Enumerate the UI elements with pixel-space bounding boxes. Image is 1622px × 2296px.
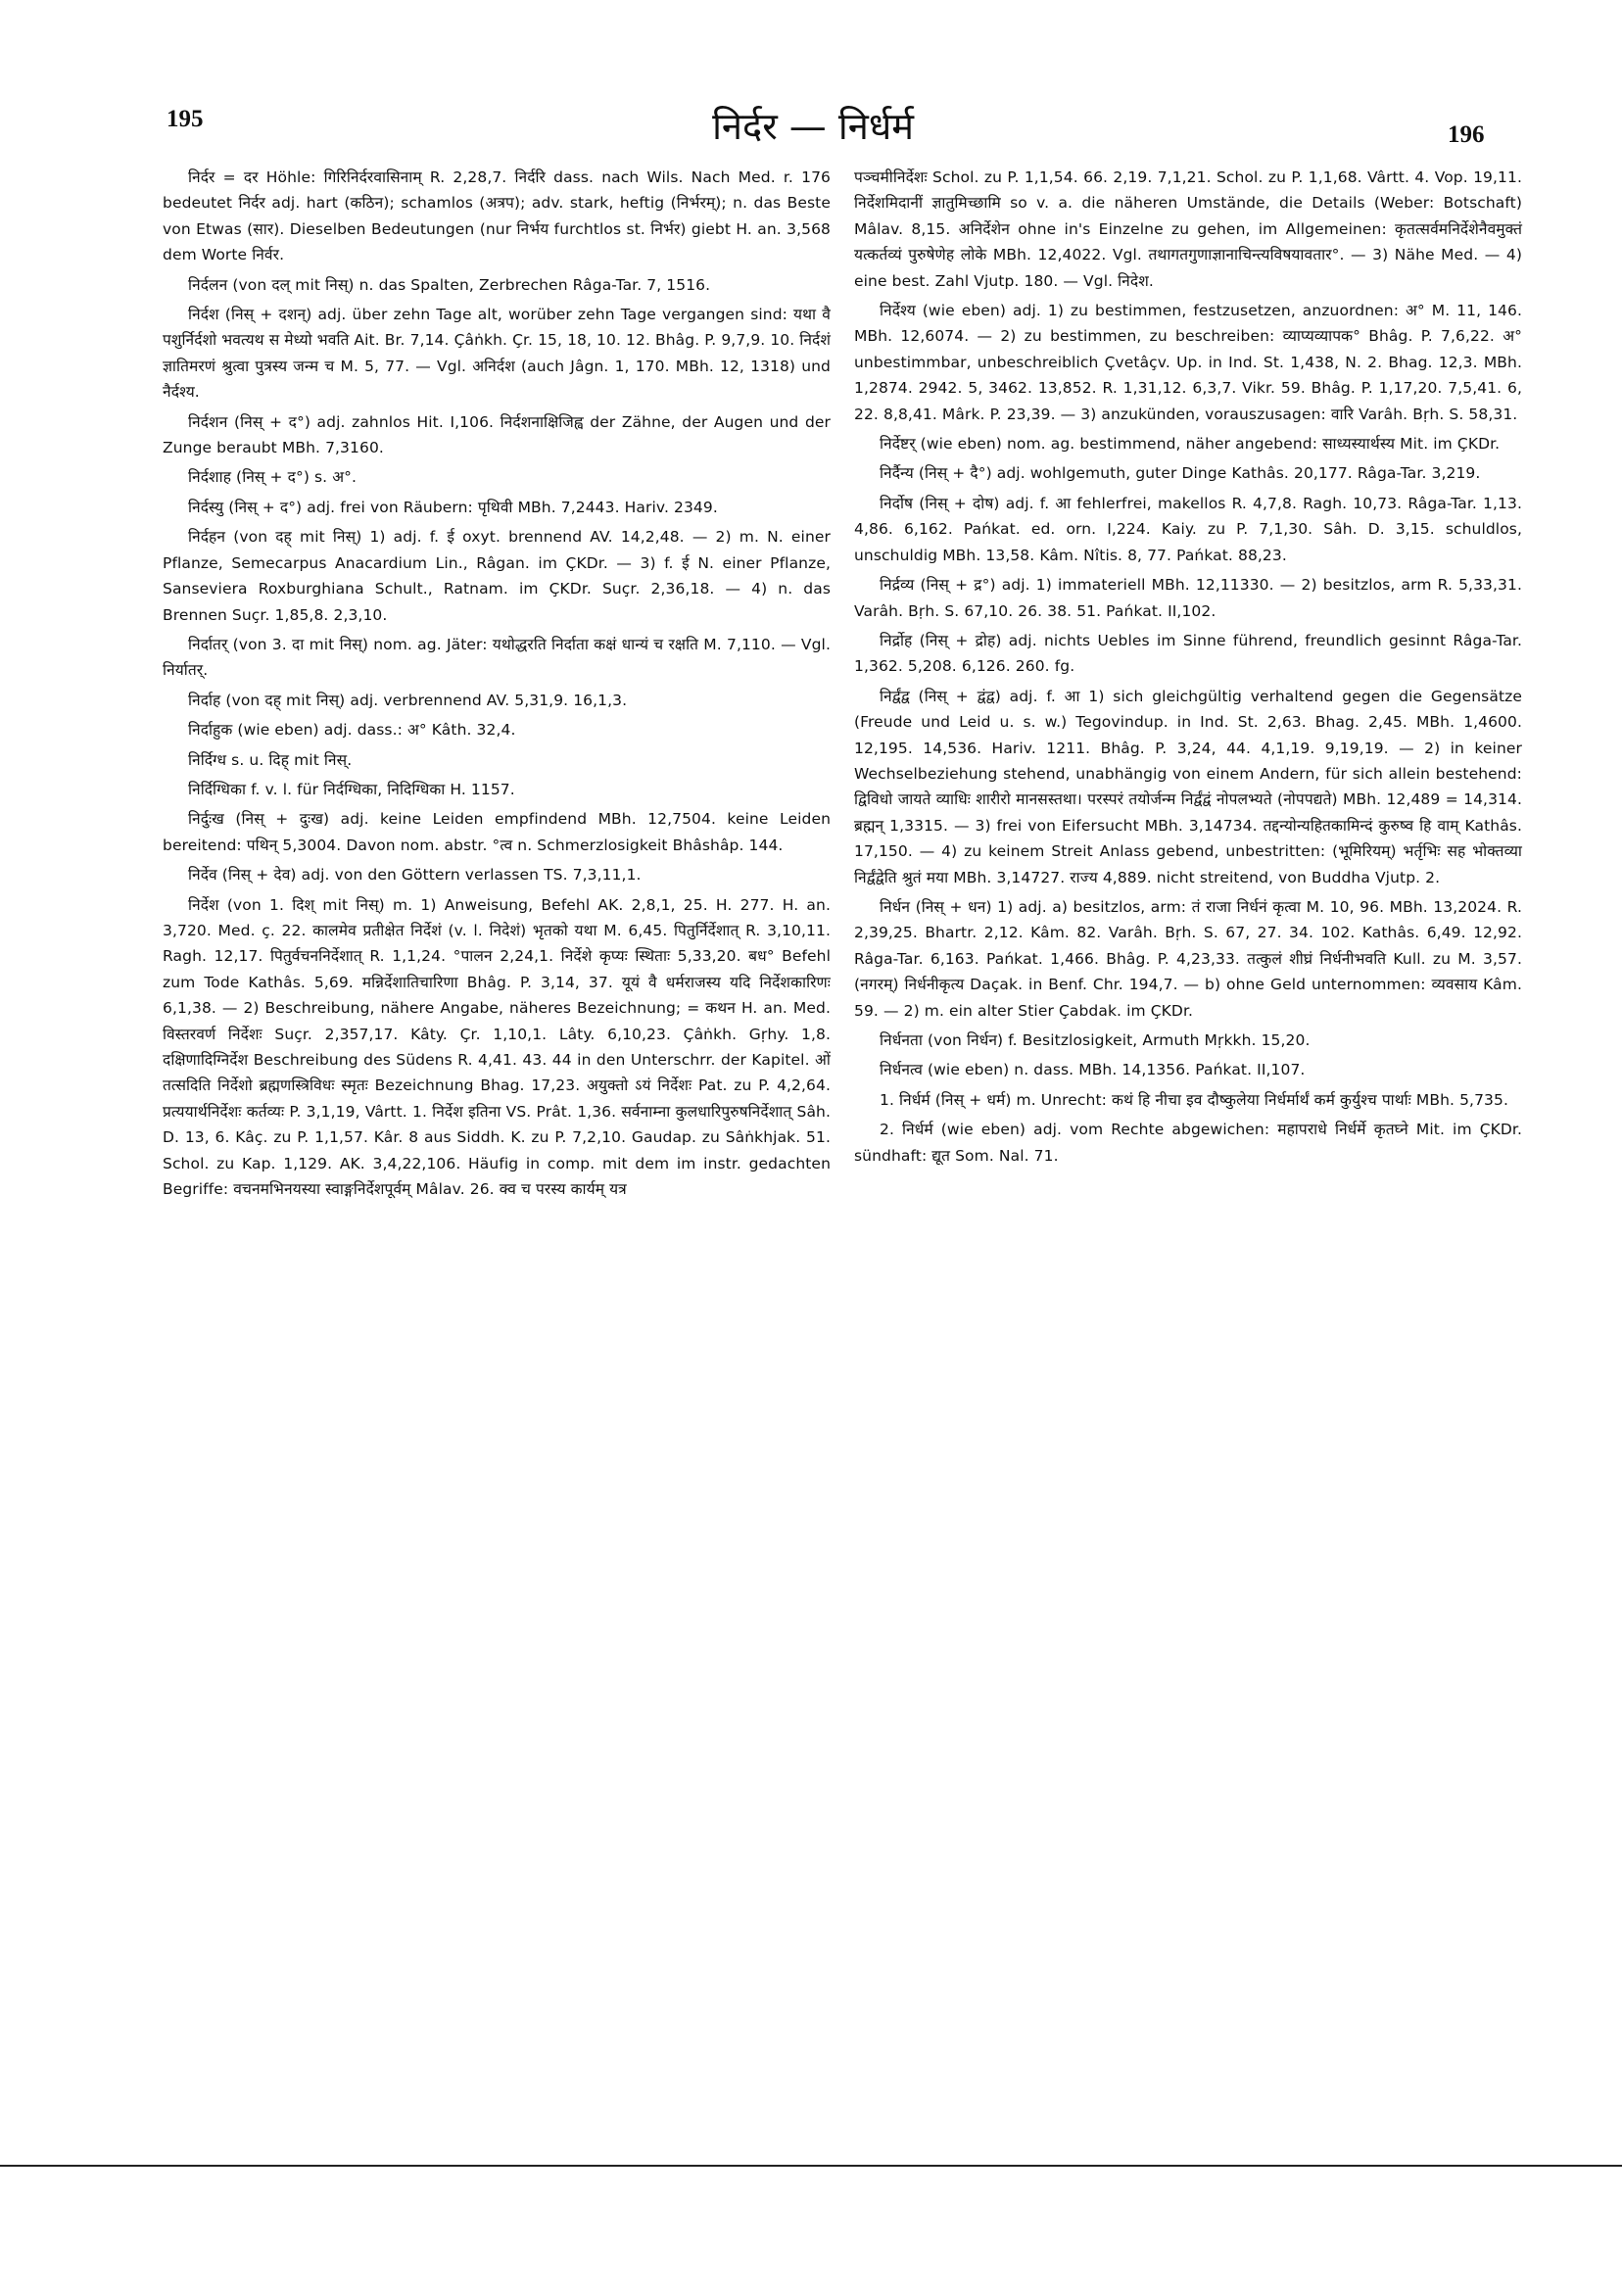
entry-nirdhanata: निर्धनता (von निर्धन) f. Besitzlosigkeit, Armuth Mṛkkh. 15,20. (880, 1031, 1311, 1049)
entry-nirdalana: निर्दलन (von दल् mit निस्) n. das Spalten, Zerbrechen Râga-Tar. 7, 1516. (188, 275, 711, 294)
entry-nirdainya: निर्दैन्य (निस् + दै°) adj. wohlgemuth, guter Dinge Kathâs. 20,177. Râga-Tar. 3,219. (880, 464, 1481, 483)
entry-nirdeshya: निर्देश्य (wie eben) adj. 1) zu bestimmen, festzusetzen, anzuordnen: अ° M. 11, 146. MBh. 12,6074. — 2) zu bestimmen, zu beschreiben: व्याप्यव्यापक° Bhâg. P. 7,6,22. अ° unbestimmbar, unbeschreiblich Çvetâçv. Up. in Ind. St. 1,438, N. 2. Bhag. 12,3. MBh. 1,2874. 2942. 5, 3462. 13,852. R. 1,31,12. 6,3,7. Vikr. 59. Bhâg. P. 1,17,20. 7,5,41. 6, 22. 8,8,41. Mârk. P. 23,39. — 3) anzukünden, vorauszusagen: वारि Varâh. Bṛh. S. 58,31. (854, 302, 1522, 423)
running-head: निर्दर — निर्धर्म (712, 105, 914, 148)
entry-nirdasha: निर्दश (निस् + दशन्) adj. über zehn Tage alt, worüber zehn Tage vergangen sind: यथा वै पशुर्निर्दशो भवत्यथ स मेध्यो भवति Ait. Br. 7,14. Çâṅkh. Çr. 15, 18, 10. 12. Bhâg. P. 9,7,9. 10. निर्दशं ज्ञातिमरणं श्रुत्वा पुत्रस्य जन्म च M. 5, 77. — Vgl. अनिर्दश (auch Jâgn. 1, 170. MBh. 12, 1318) und नैर्दश्य. (163, 306, 831, 402)
entry-nirdatar: निर्दातर् (von 3. दा mit निस्) nom. ag. Jäter: यथोद्धरति निर्दाता कक्षं धान्यं च रक्षति M. 7,110. — Vgl. निर्यातर्. (163, 635, 831, 680)
bottom-rule (0, 2165, 1622, 2167)
entry-nirdahana: निर्दहन (von दह् mit निस्) 1) adj. f. ई oxyt. brennend AV. 14,2,48. — 2) m. N. einer Pflanze, Semecarpus Anacardium Lin., Râgan. im ÇKDr. — 3) f. ई N. einer Pflanze, Sanseviera Roxburghiana Schult., Ratnam. im ÇKDr. Suçr. 2,36,18. — 4) n. das Brennen Suçr. 1,85,8. 2,3,10. (163, 528, 831, 624)
entry-nirduhkha: निर्दुःख (निस् + दुःख) adj. keine Leiden empfindend MBh. 12,7504. keine Leiden bereitend: पथिन् 5,3004. Davon nom. abstr. °त्व n. Schmerzlosigkeit Bhâshâp. 144. (163, 810, 831, 854)
right-column (854, 165, 1522, 1172)
entry-nirdosha: निर्दोष (निस् + दोष) adj. f. आ fehlerfrei, makellos R. 4,7,8. Ragh. 10,73. Râga-Tar. 1,13. 4,86. 6,162. Pańkat. ed. orn. I,224. Kaiy. zu P. 7,1,30. Sâh. D. 3,15. schuldlos, unschuldig MBh. 13,58. Kâm. Nîtis. 8, 77. Pańkat. 88,23. (854, 494, 1522, 564)
entry-nirdharma-1: 1. निर्धर्म (निस् + धर्म) m. Unrecht: कथं हि नीचा इव दौष्कुलेया निर्धर्मार्थं कर्म कुर्युश्च पार्थाः MBh. 5,735. (880, 1090, 1508, 1109)
entry-nirdashana: निर्दशन (निस् + द°) adj. zahnlos Hit. I,106. निर्दशनाक्षिजिह्व der Zähne, der Augen und der Zunge beraubt MBh. 7,3160. (163, 412, 831, 457)
page-number-right: 196 (1448, 121, 1485, 148)
entry-nirdhanatva: निर्धनत्व (wie eben) n. dass. MBh. 14,1356. Pańkat. II,107. (880, 1061, 1306, 1079)
entry-nirdahuka: निर्दाहुक (wie eben) adj. dass.: अ° Kâth. 32,4. (188, 721, 516, 740)
entry-nirdeshtar: निर्देष्टर् (wie eben) nom. ag. bestimmend, näher angebend: साध्यस्यार्थस्य Mit. im ÇKDr. (880, 435, 1501, 454)
entry-nirdaha: निर्दाह (von दह् mit निस्) adj. verbrennend AV. 5,31,9. 16,1,3. (188, 691, 628, 709)
page-number-left: 195 (167, 106, 204, 132)
entry-nirdasyu: निर्दस्यु (निस् + द°) adj. frei von Räubern: पृथिवी MBh. 7,2443. Hariv. 2349. (188, 498, 718, 516)
entry-nirdigdha: निर्दिग्ध s. u. दिह् mit निस्. (188, 750, 353, 769)
entry-nirdravya: निर्द्रव्य (निस् + द्र°) adj. 1) immateriell MBh. 12,11330. — 2) besitzlos, arm R. 5,33,31. Varâh. Bṛh. S. 67,10. 26. 38. 51. Pańkat. II,102. (854, 576, 1522, 620)
entry-nirdara: निर्दर = दर Höhle: गिरिनिर्दरवासिनाम् R. 2,28,7. निर्दरि dass. nach Wils. Nach Med. r. 176 bedeutet निर्दर adj. hart (कठिन); schamlos (अत्रप); adv. stark, heftig (निर्भरम्); n. das Beste von Etwas (सार). Dieselben Bedeutungen (nur निर्भय furchtlos st. निर्भर) giebt H. an. 3,568 dem Worte निर्वर. (163, 168, 831, 264)
entry-nirdhana: निर्धन (निस् + धन) 1) adj. a) besitzlos, arm: तं राजा निर्धनं कृत्वा M. 10, 96. MBh. 13,2024. R. 2,39,25. Bhartr. 2,12. Kâm. 82. Varâh. Bṛh. S. 67, 27. 34. 102. Kathâs. 6,49. 12,92. Râga-Tar. 6,163. Pańkat. 1,466. Bhâg. P. 4,23,33. तत्कुलं शीघ्रं निर्धनीभवति Kull. zu M. 3,57. (नगरम्) निर्धनीकृत्य Daçak. in Benf. Chr. 194,7. — b) ohne Geld unternommen: व्यवसाय Kâm. 59. — 2) m. ein alter Stier Çabdak. im ÇKDr. (854, 897, 1522, 1020)
entry-nirdesha: निर्देश (von 1. दिश् mit निस्) m. 1) Anweisung, Befehl AK. 2,8,1, 25. H. 277. H. an. 3,720. Med. ç. 22. कालमेव प्रतीक्षेत निर्देशं (v. l. निदेशं) भृतको यथा M. 6,45. पितुर्निर्देशात् R. 3,10,11. Ragh. 12,17. पितुर्वचननिर्देशात् R. 1,1,24. °पालन 2,24,1. निर्देशे कृप्यः स्थिताः 5,33,20. बध° Befehl zum Tode Kathâs. 5,69. मन्निर्देशातिचारिणा Bhâg. P. 3,14, 37. यूयं वै धर्मराजस्य यदि निर्देशकारिणः 6,1,38. — 2) Beschreibung, nähere Angabe, näheres Bezeichnung; = कथन H. an. Med. विस्तरवर्ण निर्देशः Suçr. 2,357,17. Kâty. Çr. 1,10,1. Lâty. 6,10,23. Çâṅkh. Gṛhy. 1,8. दक्षिणादिग्निर्देश Beschreibung des Südens R. 4,41. 43. 44 in den Unterschrr. der Kapitel. ओं तत्सदिति निर्देशो ब्रह्मणस्त्रिविधः स्मृतः Bezeichnung Bhag. 17,23. अयुक्तो ऽयं निर्देशः Pat. zu P. 4,2,64. प्रत्ययार्थनिर्देशः कर्तव्यः P. 3,1,19, Vârtt. 1. निर्देश इतिना VS. Prât. 1,36. सर्वनाम्ना कुलधारिपुरुषनिर्देशात् Sâh. D. 13, 6. Kâç. zu P. 1,1,57. Kâr. 8 aus Siddh. K. zu P. 7,2,10. Gaudap. zu Sâṅkhjak. 51. Schol. zu Kap. 1,129. AK. 3,4,22,106. Häufig in comp. mit dem im instr. gedachten Begriffe: वचनमभिनयस्या स्वाङ्गनिर्देशपूर्वम् Mâlav. 26. क्व च परस्य कार्यम् यत्र (163, 895, 831, 1199)
entry-nirdharma-2: 2. निर्धर्म (wie eben) adj. vom Rechte abgewichen: महापराधे निर्धर्मे कृतघ्ने Mit. im ÇKDr. sündhaft: द्यूत Som. Nal. 71. (854, 1121, 1522, 1165)
entry-nirdeva: निर्देव (निस् + देव) adj. von den Göttern verlassen TS. 7,3,11,1. (188, 866, 642, 885)
entry-nirdigdhika: निर्दिग्धिका f. v. l. für निर्दग्धिका, निदिग्धिका H. 1157. (188, 780, 515, 798)
entry-nirdroha: निर्द्रोह (निस् + द्रोह) adj. nichts Uebles im Sinne führend, freundlich gesinnt Râga-Tar. 1,362. 5,208. 6,126. 260. fg. (854, 631, 1522, 676)
entry-nirdashaha: निर्दशाह (निस् + द°) s. अ°. (188, 468, 358, 487)
entry-nirdvandva: निर्द्वंद्व (निस् + द्वंद्व) adj. f. आ 1) sich gleichgültig verhaltend gegen die Gegensätze (Freude und Leid u. s. w.) Tegovindup. in Ind. St. 2,63. Bhag. 2,45. MBh. 1,4600. 12,195. 14,536. Hariv. 1211. Bhâg. P. 3,24, 44. 4,1,19. 9,19,19. — 2) in keiner Wechselbeziehung stehend, unabhängig von einem Andern, für sich allein bestehend: द्विविधो जायते व्याधिः शारीरो मानसस्तथा। परस्परं तयोर्जन्म निर्द्वंद्वं नोपलभ्यते (नोपपद्यते) MBh. 12,489 = 14,314. ब्रह्मन् 1,3315. — 3) frei von Eifersucht MBh. 3,14734. तद्दन्योन्यहितकामिन्दं कुरुष्व हि वाम् Kathâs. 17,150. — 4) zu keinem Streit Anlass gebend, unbestritten: (भूमिरियम्) भर्तृभिः सह भोक्तव्या निर्द्वंद्वेति श्रुतं मया MBh. 3,14727. राज्य 4,889. nicht streitend, von Buddha Vjutp. 2. (854, 687, 1522, 886)
left-column (163, 165, 831, 1206)
entry-nirdesha-cont: पञ्चमीनिर्देशः Schol. zu P. 1,1,54. 66. 2,19. 7,1,21. Schol. zu P. 1,1,68. Vârtt. 4. Vop. 19,11. निर्देशमिदानीं ज्ञातुमिच्छामि so v. a. die näheren Umstände, die Details (Weber: Botschaft) Mâlav. 8,15. अनिर्देशेन ohne in's Einzelne zu gehen, im Allgemeinen: कृतत्सर्वमनिर्देशेनैवमुक्तं यत्कर्तव्यं पुरुषेणेह लोके MBh. 12,4022. Vgl. तथागतगुणाज्ञानाचिन्त्यविषयावतार°. — 3) Nähe Med. — 4) eine best. Zahl Vjutp. 180. — Vgl. निदेश. (854, 168, 1522, 290)
